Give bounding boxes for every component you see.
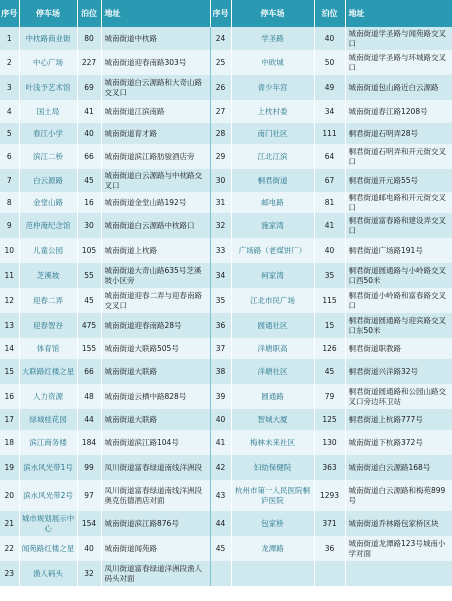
parking-name: 滨水风光带1号 <box>19 455 77 480</box>
parking-name: 桐君街道 <box>231 169 314 192</box>
parking-name: 人力资源 <box>19 384 77 409</box>
table-row <box>0 144 452 169</box>
row-index: 44 <box>210 511 231 536</box>
row-index: 27 <box>210 100 231 123</box>
parking-spaces: 40 <box>314 238 345 263</box>
row-index: 34 <box>210 263 231 288</box>
parking-name: 杭州市第一人民医院桐庐医院 <box>231 480 314 511</box>
row-index: 33 <box>210 238 231 263</box>
row-index: 18 <box>0 430 19 455</box>
parking-name: 城市规划展示中心 <box>19 511 77 536</box>
parking-spaces: 30 <box>77 213 101 238</box>
table-row <box>0 384 452 409</box>
parking-address: 桐君街道圆通路与迎宾路交叉口东50米 <box>345 313 452 338</box>
header-address: 地址 <box>101 0 210 27</box>
row-index: 12 <box>0 288 19 313</box>
parking-name: 迎春二弄 <box>19 288 77 313</box>
parking-address: 城南街道学圣路与环城路交叉口 <box>345 50 452 75</box>
row-index: 8 <box>0 192 19 213</box>
parking-spaces: 64 <box>314 144 345 169</box>
row-index: 11 <box>0 263 19 288</box>
table-body <box>0 27 452 586</box>
parking-name: 江北江滨 <box>231 144 314 169</box>
table-row <box>0 313 452 338</box>
table-row <box>0 455 452 480</box>
table-row <box>0 561 452 586</box>
parking-address: 城南街道乔林路包家桥区块 <box>345 511 452 536</box>
row-index: 5 <box>0 123 19 144</box>
parking-name: 圆通社区 <box>231 313 314 338</box>
parking-spaces: 66 <box>77 359 101 384</box>
parking-name: 学圣路 <box>231 27 314 50</box>
parking-address: 桐君街道广场路191号 <box>345 238 452 263</box>
parking-name: 圆通路 <box>231 384 314 409</box>
row-index: 3 <box>0 75 19 100</box>
parking-name: 叶浅予艺术馆 <box>19 75 77 100</box>
parking-spaces: 475 <box>77 313 101 338</box>
parking-address: 凤川街道富春绿道洋洲段渔人码头对面 <box>101 561 210 586</box>
parking-name: 春江小学 <box>19 123 77 144</box>
parking-spaces: 40 <box>77 536 101 561</box>
header-address: 地址 <box>345 0 452 27</box>
parking-name: 国土局 <box>19 100 77 123</box>
parking-address: 城南街道迎春南路28号 <box>101 313 210 338</box>
parking-address: 城南街道大联路 <box>101 409 210 430</box>
table-row <box>0 409 452 430</box>
parking-name: 洋塘职高 <box>231 338 314 359</box>
parking-address: 城南街道白云源路和大奇山路交叉口 <box>101 75 210 100</box>
table-row <box>0 75 452 100</box>
parking-spaces: 69 <box>77 75 101 100</box>
parking-name: 中欧城 <box>231 50 314 75</box>
parking-spaces: 227 <box>77 50 101 75</box>
row-index: 16 <box>0 384 19 409</box>
row-index: 39 <box>210 384 231 409</box>
parking-address: 桐君街道石明弄28号 <box>345 123 452 144</box>
row-index: 17 <box>0 409 19 430</box>
row-index: 4 <box>0 100 19 123</box>
parking-address: 城南街道龙潭路123号城南小学对面 <box>345 536 452 561</box>
row-index: 29 <box>210 144 231 169</box>
parking-address: 桐君街道石明弄和开元街交叉口 <box>345 144 452 169</box>
table-row <box>0 511 452 536</box>
parking-address: 城南街道大奇山路635号芝溪坡小区旁 <box>101 263 210 288</box>
parking-name: 儿童公园 <box>19 238 77 263</box>
parking-name: 青少年宫 <box>231 75 314 100</box>
parking-address: 城南街道江滨南路 <box>101 100 210 123</box>
row-index: 38 <box>210 359 231 384</box>
parking-spaces: 105 <box>77 238 101 263</box>
parking-name: 柯家湾 <box>231 263 314 288</box>
parking-address: 城南街道包山路近白云源路 <box>345 75 452 100</box>
parking-name: 妇幼保健院 <box>231 455 314 480</box>
parking-spaces: 130 <box>314 430 345 455</box>
parking-address: 凤川街道富春绿道南线洋洲段奥克伍德酒店对面 <box>101 480 210 511</box>
row-index: 36 <box>210 313 231 338</box>
parking-name: 芝溪坡 <box>19 263 77 288</box>
parking-name: 邮电路 <box>231 192 314 213</box>
row-index: 42 <box>210 455 231 480</box>
row-index: 37 <box>210 338 231 359</box>
parking-name: 施家湾 <box>231 213 314 238</box>
parking-name: 上枕村委 <box>231 100 314 123</box>
parking-name: 迎春智谷 <box>19 313 77 338</box>
row-index: 7 <box>0 169 19 192</box>
table-row <box>0 263 452 288</box>
parking-name: 闻苑路红楼之星 <box>19 536 77 561</box>
parking-name: 包家桥 <box>231 511 314 536</box>
parking-spaces: 363 <box>314 455 345 480</box>
parking-spaces: 80 <box>77 27 101 50</box>
row-index: 24 <box>210 27 231 50</box>
parking-spaces: 36 <box>314 536 345 561</box>
parking-address: 城南街道下杭路372号 <box>345 430 452 455</box>
row-index: 31 <box>210 192 231 213</box>
parking-name: 智城大厦 <box>231 409 314 430</box>
parking-spaces: 44 <box>77 409 101 430</box>
parking-name: 金堂山路 <box>19 192 77 213</box>
parking-spaces: 40 <box>314 27 345 50</box>
parking-spaces: 97 <box>77 480 101 511</box>
parking-spaces: 35 <box>314 263 345 288</box>
row-index: 6 <box>0 144 19 169</box>
parking-address: 桐君街道兴洋路32号 <box>345 359 452 384</box>
parking-spaces: 67 <box>314 169 345 192</box>
parking-name: 南门社区 <box>231 123 314 144</box>
parking-address: 桐君街道邮电路和开元街交叉口 <box>345 192 452 213</box>
parking-spaces: 40 <box>77 123 101 144</box>
parking-address: 城南街道白云源路168号 <box>345 455 452 480</box>
table-row <box>0 480 452 511</box>
table-row <box>0 288 452 313</box>
table-row <box>0 213 452 238</box>
parking-address: 城南街道迎春二弄与迎春南路交叉口 <box>101 288 210 313</box>
parking-address: 城南街道迎春南路303号 <box>101 50 210 75</box>
row-index: 1 <box>0 27 19 50</box>
parking-spaces: 81 <box>314 192 345 213</box>
parking-spaces <box>314 561 345 586</box>
row-index: 26 <box>210 75 231 100</box>
table-row <box>0 27 452 50</box>
parking-spaces: 66 <box>77 144 101 169</box>
parking-address: 桐君街道上杭路777号 <box>345 409 452 430</box>
row-index: 10 <box>0 238 19 263</box>
parking-name: 洋塘社区 <box>231 359 314 384</box>
parking-address: 城南街道金堂山路192号 <box>101 192 210 213</box>
row-index: 23 <box>0 561 19 586</box>
parking-address: 城南街道闻苑路 <box>101 536 210 561</box>
parking-address: 城南街道白云源路和梅苑899号 <box>345 480 452 511</box>
row-index: 9 <box>0 213 19 238</box>
parking-spaces: 111 <box>314 123 345 144</box>
parking-name: 广场路（老煤饼厂） <box>231 238 314 263</box>
parking-name: 江北市民广场 <box>231 288 314 313</box>
table-row <box>0 50 452 75</box>
parking-spaces: 45 <box>314 359 345 384</box>
parking-address: 桐君街道职教路 <box>345 338 452 359</box>
parking-address: 城南街道中枕路 <box>101 27 210 50</box>
row-index: 41 <box>210 430 231 455</box>
parking-spaces: 50 <box>314 50 345 75</box>
row-index: 35 <box>210 288 231 313</box>
table-row <box>0 100 452 123</box>
parking-address: 城南街道白云源路与中枕路交叉口 <box>101 169 210 192</box>
table-row <box>0 430 452 455</box>
parking-name: 滨江商务楼 <box>19 430 77 455</box>
row-index: 25 <box>210 50 231 75</box>
parking-spaces: 32 <box>77 561 101 586</box>
parking-spaces: 41 <box>314 213 345 238</box>
row-index <box>210 561 231 586</box>
parking-name: 大联路红楼之星 <box>19 359 77 384</box>
header-name: 停车场 <box>19 0 77 27</box>
parking-address: 城南街道春江路1208号 <box>345 100 452 123</box>
parking-address: 桐君街道富春路和建设弄交叉口 <box>345 213 452 238</box>
parking-name: 范仲淹纪念馆 <box>19 213 77 238</box>
row-index: 15 <box>0 359 19 384</box>
parking-name <box>231 561 314 586</box>
table-row <box>0 238 452 263</box>
parking-address: 城南街道大联路505号 <box>101 338 210 359</box>
parking-address: 城南街道育才路 <box>101 123 210 144</box>
parking-name: 绿城桂花园 <box>19 409 77 430</box>
parking-name: 滨水风光带2号 <box>19 480 77 511</box>
parking-spaces: 371 <box>314 511 345 536</box>
table-row <box>0 536 452 561</box>
parking-spaces: 154 <box>77 511 101 536</box>
parking-address: 桐君街道圆通路和公园山路交叉口旁边环卫站 <box>345 384 452 409</box>
parking-address: 桐君街道开元路55号 <box>345 169 452 192</box>
parking-spaces: 126 <box>314 338 345 359</box>
parking-name: 中心广场 <box>19 50 77 75</box>
row-index: 30 <box>210 169 231 192</box>
row-index: 14 <box>0 338 19 359</box>
parking-spaces: 115 <box>314 288 345 313</box>
parking-spaces: 45 <box>77 288 101 313</box>
table-row <box>0 123 452 144</box>
table-row <box>0 338 452 359</box>
parking-name: 中枕路商业街 <box>19 27 77 50</box>
table-row <box>0 169 452 192</box>
row-index: 45 <box>210 536 231 561</box>
parking-spaces: 79 <box>314 384 345 409</box>
parking-name: 梅林未来社区 <box>231 430 314 455</box>
row-index: 2 <box>0 50 19 75</box>
table-header-row <box>0 0 452 27</box>
row-index: 22 <box>0 536 19 561</box>
parking-spaces: 184 <box>77 430 101 455</box>
parking-spaces: 155 <box>77 338 101 359</box>
row-index: 13 <box>0 313 19 338</box>
row-index: 43 <box>210 480 231 511</box>
parking-address: 城南街道学圣路与闻苑路交叉口 <box>345 27 452 50</box>
parking-address: 城南街道云栖中路828号 <box>101 384 210 409</box>
row-index: 40 <box>210 409 231 430</box>
parking-address: 桐君街道小岭路和富春路交叉口 <box>345 288 452 313</box>
header-spaces: 泊位 <box>77 0 101 27</box>
row-index: 21 <box>0 511 19 536</box>
parking-name: 体育馆 <box>19 338 77 359</box>
parking-address: 城南街道大联路 <box>101 359 210 384</box>
parking-spaces: 45 <box>77 169 101 192</box>
parking-address: 城南街道上枕路 <box>101 238 210 263</box>
parking-address: 城南街道白云源路中枕路口 <box>101 213 210 238</box>
row-index: 19 <box>0 455 19 480</box>
parking-address: 城南街道滨江路876号 <box>101 511 210 536</box>
parking-address <box>345 561 452 586</box>
row-index: 20 <box>0 480 19 511</box>
parking-name: 龙潭路 <box>231 536 314 561</box>
parking-name: 渔人码头 <box>19 561 77 586</box>
row-index: 28 <box>210 123 231 144</box>
header-index: 序号 <box>0 0 19 27</box>
parking-address: 城南街道滨江路104号 <box>101 430 210 455</box>
parking-name: 滨江二桥 <box>19 144 77 169</box>
parking-spaces: 15 <box>314 313 345 338</box>
row-index: 32 <box>210 213 231 238</box>
parking-spaces: 99 <box>77 455 101 480</box>
parking-spaces: 41 <box>77 100 101 123</box>
table-row <box>0 359 452 384</box>
table-row <box>0 192 452 213</box>
parking-spaces: 125 <box>314 409 345 430</box>
header-spaces: 泊位 <box>314 0 345 27</box>
parking-spaces: 49 <box>314 75 345 100</box>
parking-spaces: 55 <box>77 263 101 288</box>
parking-address: 桐君街道圆通路与小岭路交叉口西50米 <box>345 263 452 288</box>
parking-spaces: 34 <box>314 100 345 123</box>
parking-spaces: 1293 <box>314 480 345 511</box>
parking-address: 凤川街道富春绿道南线洋洲段 <box>101 455 210 480</box>
header-index: 序号 <box>210 0 231 27</box>
parking-spaces: 48 <box>77 384 101 409</box>
header-name: 停车场 <box>231 0 314 27</box>
parking-address: 城南街道滨江路肪骏酒店旁 <box>101 144 210 169</box>
parking-spaces: 16 <box>77 192 101 213</box>
parking-name: 白云源路 <box>19 169 77 192</box>
